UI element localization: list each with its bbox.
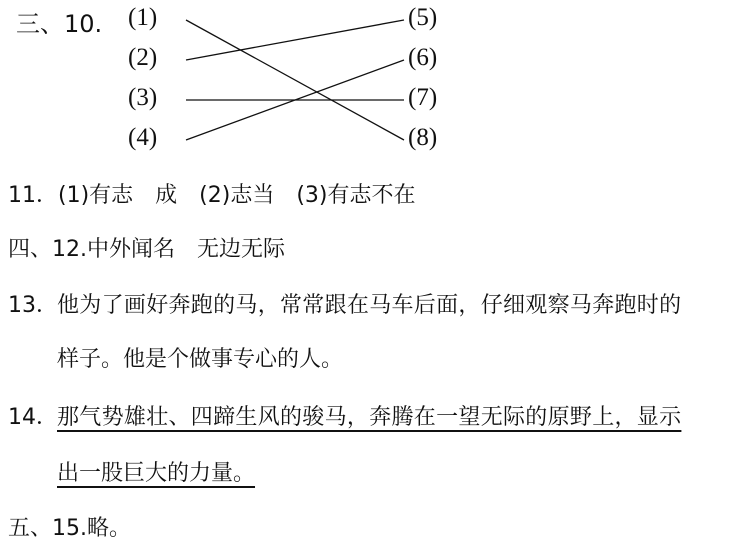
q10-left-item: (2)	[128, 44, 158, 71]
q10-left-item: (4)	[128, 124, 158, 151]
q14-line-1: 那气势雄壮、四蹄生风的骏马，奔腾在一望无际的原野上，显示	[57, 405, 682, 430]
q10-heading: 三、10.	[16, 10, 103, 38]
q10-right-item: (7)	[408, 84, 438, 111]
q10-right-item: (6)	[408, 44, 438, 71]
q10-left-item: (1)	[128, 4, 158, 31]
q15-answer: 五、15.略。	[8, 516, 131, 541]
q13-line-2: 样子。他是个做事专心的人。	[57, 347, 344, 372]
match-line-1-8	[186, 20, 404, 140]
q14-line-2: 出一股巨大的力量。	[57, 461, 256, 486]
q11-answer: 11．(1)有志 成 (2)志当 (3)有志不在	[8, 183, 416, 208]
match-line-2-5	[186, 20, 404, 60]
q10-right-item: (5)	[408, 4, 438, 31]
q10-left-item: (3)	[128, 84, 158, 111]
q13-label: 13．	[8, 293, 58, 318]
q12-answer: 四、12.中外闻名 无边无际	[8, 237, 285, 262]
q14-label: 14．	[8, 405, 58, 430]
q10-right-item: (8)	[408, 124, 438, 151]
q13-line-1: 他为了画好奔跑的马，常常跟在马车后面，仔细观察马奔跑时的	[57, 293, 682, 318]
